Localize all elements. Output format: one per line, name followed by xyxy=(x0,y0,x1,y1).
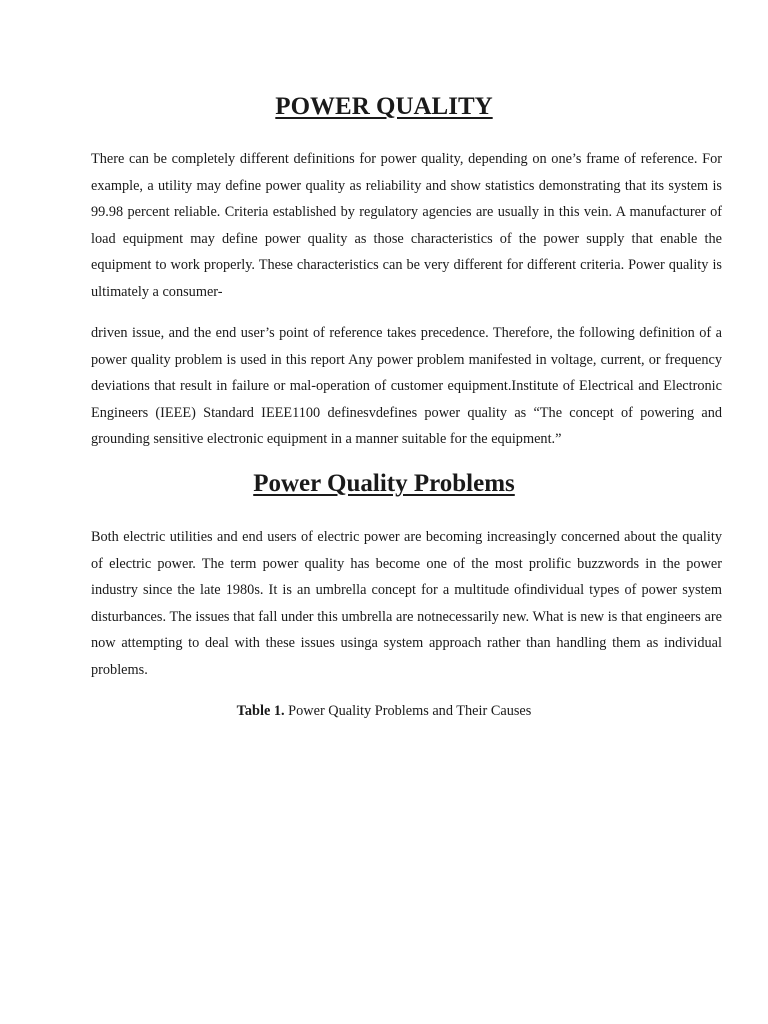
definition-paragraph: driven issue, and the end user’s point of reference takes precedence. Therefore, the following definition of a power quality problem is used in this report Any power problem manifested in voltage, current, or frequency deviations that result in failure or mal-operation of customer equipment.Institute of Electrical and Electronic Engineers (IEEE) Standard IEEE1100 definesvdefines power quality as “The concept of powering and grounding sensitive electronic equipment in a manner suitable for the equipment.” xyxy=(91,325,722,448)
table-caption xyxy=(0,700,768,722)
table-caption-text: Power Quality Problems and Their Causes xyxy=(284,703,532,719)
section-title: Power Quality Problems xyxy=(253,470,515,497)
intro-paragraph: There can be completely different definitions for power quality, depending on one’s frame of reference. For example, a utility may define power quality as reliability and show statistics demonstrating that its system is 99.98 percent reliable. Criteria established by regulatory agencies are usually in this vein. A manufacturer of load equipment may define power quality as those characteristics of the power supply that enable the equipment to work properly. These characteristics can be very different for different criteria. Power quality is ultimately a consumer- xyxy=(91,151,722,300)
problems-paragraph: Both electric utilities and end users of electric power are becoming increasingly concerned about the quality of electric power. The term power quality has become one of the most prolific buzzwords in the power industry since the late 1980s. It is an umbrella concept for a multitude ofindividual types of power system disturbances. The issues that fall under this umbrella are notnecessarily new. What is new is that engineers are now attempting to deal with these issues usinga system approach rather than handling them as individual problems. xyxy=(91,529,722,678)
table-caption-label: Table 1. xyxy=(236,703,285,719)
page-title: POWER QUALITY xyxy=(275,93,493,120)
